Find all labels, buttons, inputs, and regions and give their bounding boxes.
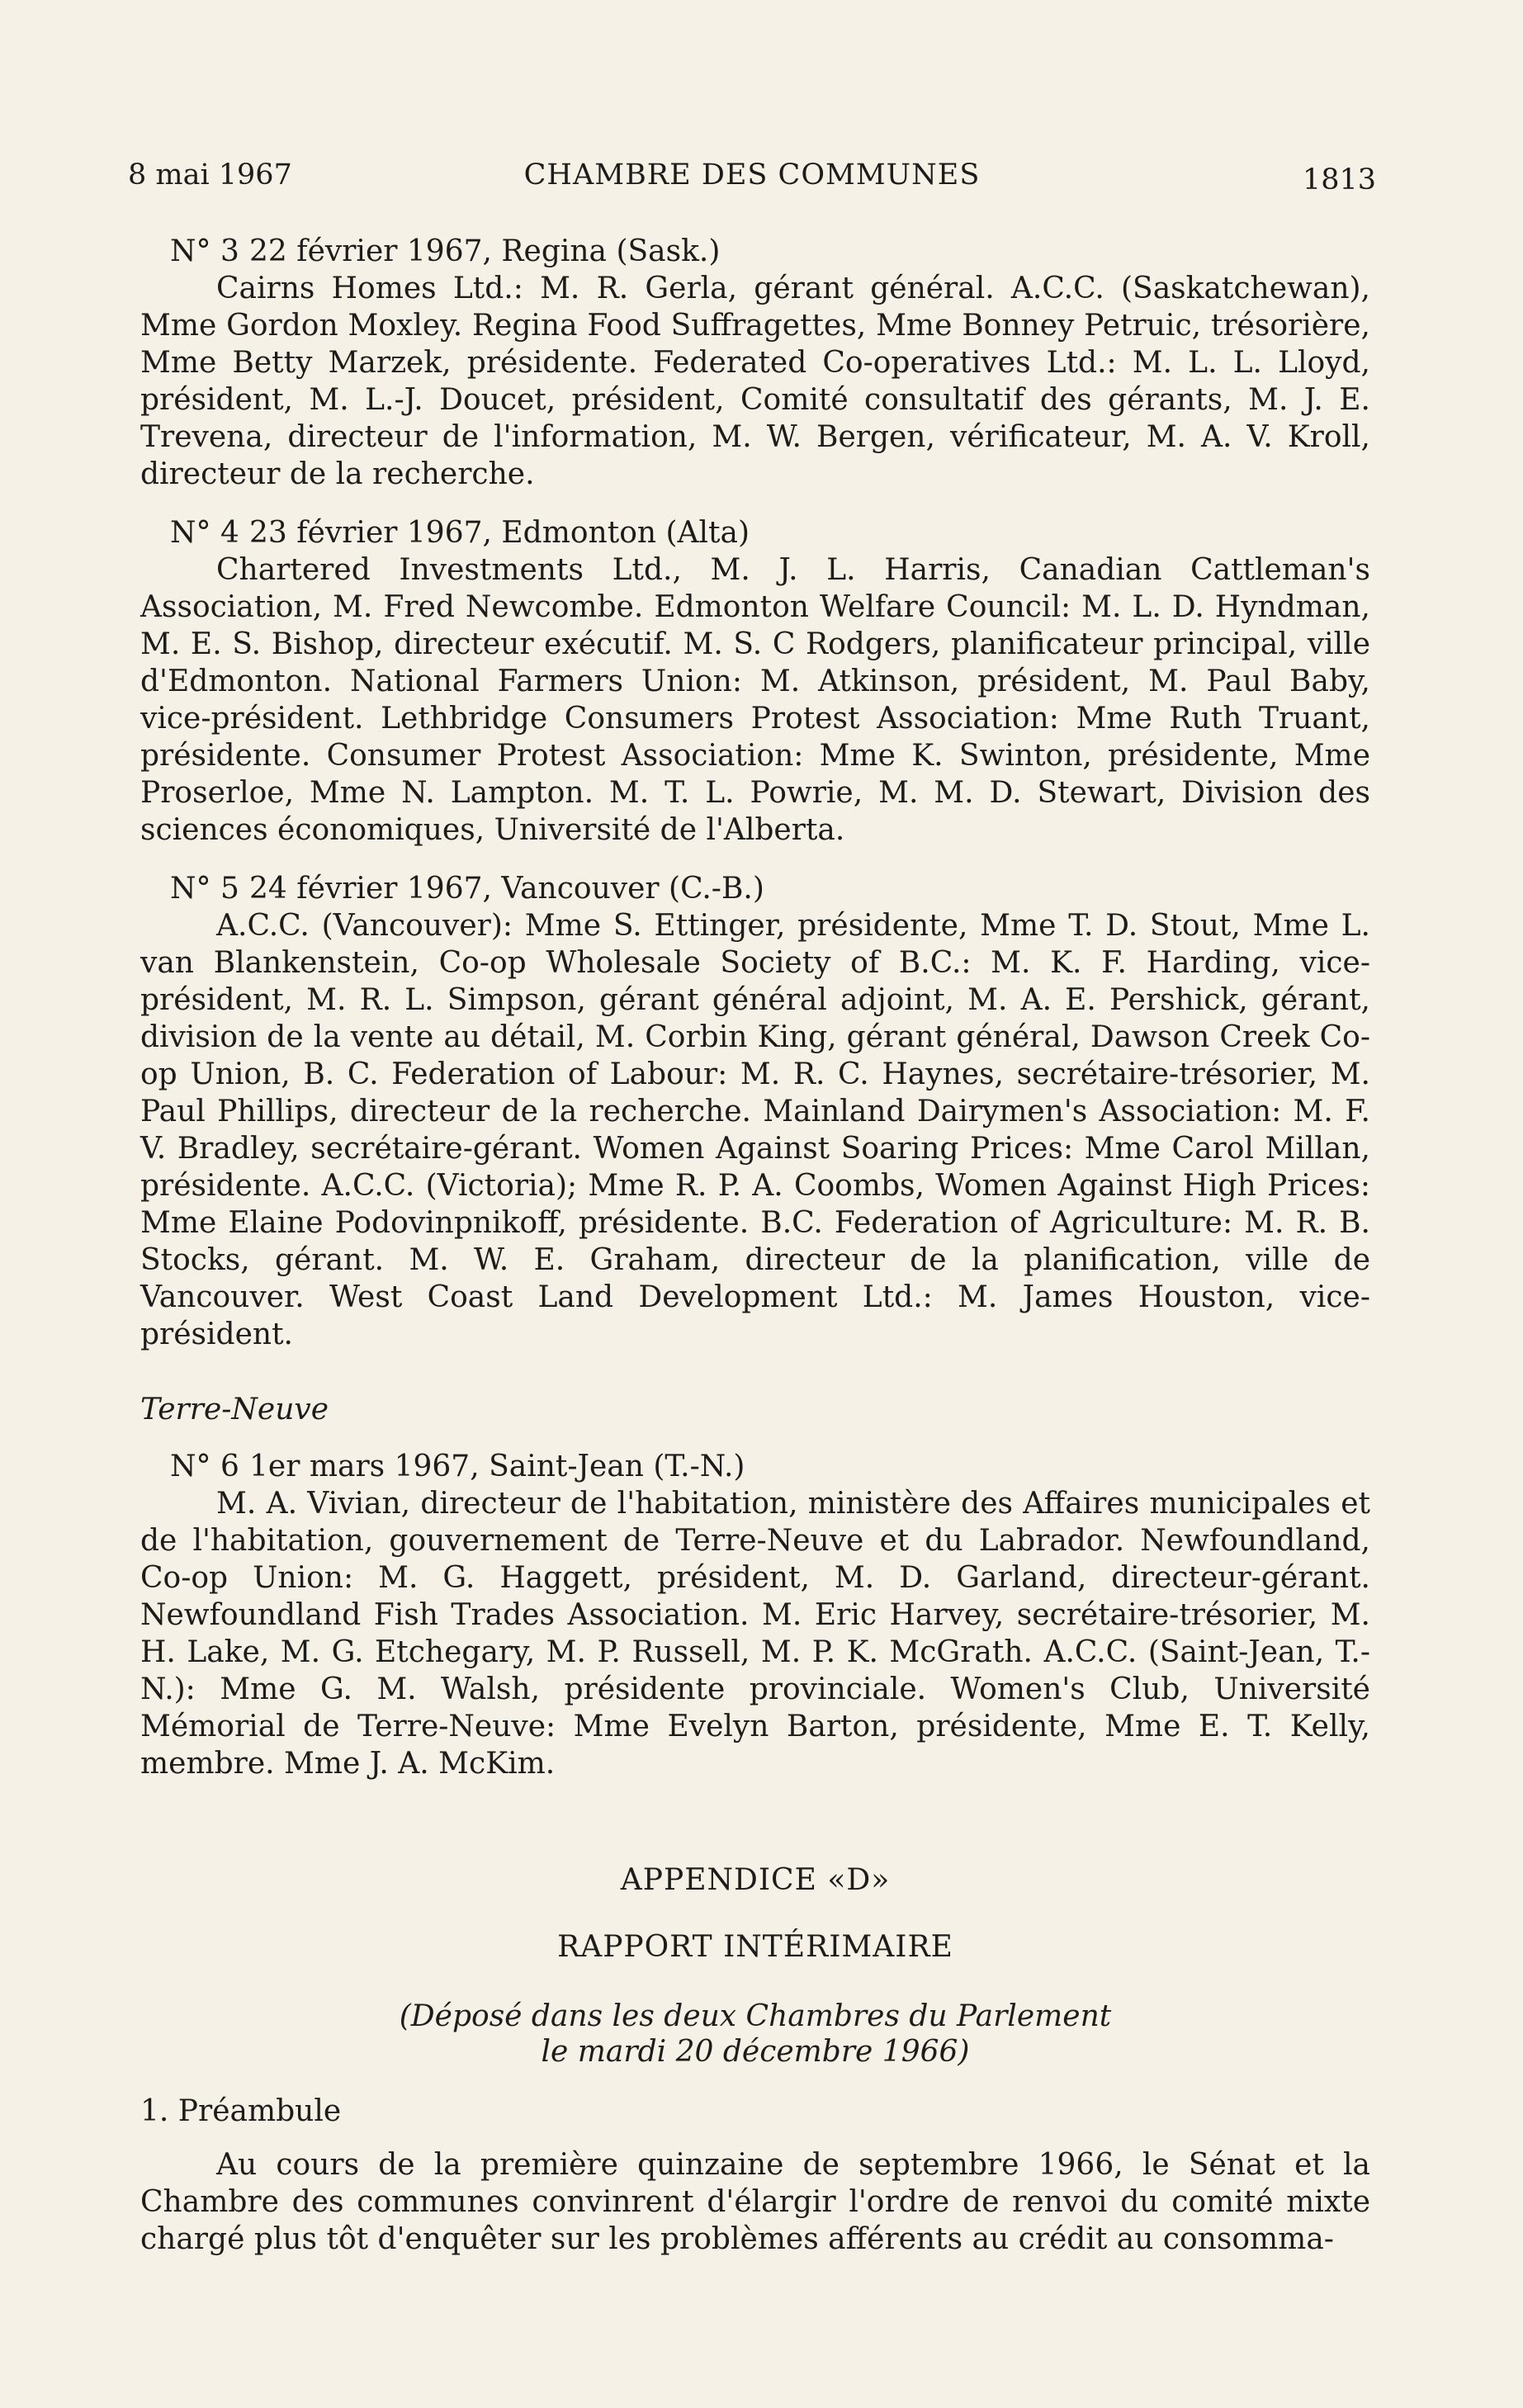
entry-text: A.C.C. (Vancouver): Mme S. Ettinger, présidente, Mme T. D. Stout, Mme L. van Blankenstein, Co-op Wholesale Society of B.C.: M. K. F. Harding, vice-président, M. R. L. Simpson, gérant général adjoint, M. A. E. Pershick, gérant, division de la vente au détail, M. Corbin King, gérant général, Dawson Creek Co-op Union, B. C. Federation of Labour: M. R. C. Haynes, secrétaire-trésorier, M. Paul Phillips, directeur de la recherche. Mainland Dairymen's Association: M. F. V. Bradley, secrétaire-gérant. Women Against Soaring Prices: Mme Carol Millan, présidente. A.C.C. (Victoria); Mme R. P. A. Coombs, Women Against High Prices: Mme Elaine Podovinpnikoff, présidente. B.C. Federation of Agriculture: M. R. B. Stocks, gérant. M. W. E. Graham, directeur de la planification, ville de Vancouver. West Coast Land Development Ltd.: M. James Houston, vice-président. [140,909,1370,1351]
page-number: 1813 [1302,163,1376,196]
tabled-line: le mardi 20 décembre 1966) [541,2035,970,2069]
entry-heading [170,233,1370,270]
entry-number: N° 5 [170,872,239,906]
appendix-title: APPENDICE «D» [620,1863,891,1897]
preamble-heading: 1. Préambule [140,2094,342,2128]
header-date: 8 mai 1967 [128,158,292,192]
entry-text: Cairns Homes Ltd.: M. R. Gerla, gérant général. A.C.C. (Saskatchewan), Mme Gordon Moxley. Regina Food Suffragettes, Mme Bonney Petruic, trésorière, Mme Betty Marzek, présidente. Federated Co-operatives Ltd.: M. L. L. Lloyd, président, M. L.-J. Doucet, président, Comité consultatif des gérants, M. J. E. Trevena, directeur de l'information, M. W. Bergen, vérificateur, M. A. V. Kroll, directeur de la recherche. [140,272,1370,491]
header-title: CHAMBRE DES COMMUNES [523,158,981,192]
tabled-line: (Déposé dans les deux Chambres du Parlement [399,1999,1112,2033]
entry-heading [170,1448,1370,1485]
entry-date: 24 février 1967, Vancouver (C.-B.) [249,872,764,906]
entry-date: 22 février 1967, Regina (Sask.) [249,234,721,268]
entry-text: M. A. Vivian, directeur de l'habitation, ministère des Affaires municipales et de l'habitation, gouvernement de Terre-Neuve et du Labrador. Newfoundland, Co-op Union: M. G. Haggett, président, M. D. Garland, directeur-gérant. Newfoundland Fish Trades Association. M. Eric Harvey, secrétaire-trésorier, M. H. Lake, M. G. Etchegary, M. P. Russell, M. P. K. McGrath. A.C.C. (Saint-Jean, T.-N.): Mme G. M. Walsh, présidente provinciale. Women's Club, Université Mémorial de Terre-Neuve: Mme Evelyn Barton, présidente, Mme E. T. Kelly, membre. Mme J. A. McKim. [140,1487,1370,1781]
section-label: Terre-Neuve [140,1393,329,1426]
entry-heading [170,514,1370,551]
page-header [128,158,1376,200]
entry-number: N° 4 [170,516,239,550]
tabled-note [140,1999,1370,2070]
report-title: RAPPORT INTÉRIMAIRE [557,1930,953,1964]
entry-date: 1er mars 1967, Saint-Jean (T.-N.) [249,1450,745,1483]
entry-heading [170,870,1370,907]
entry-date: 23 février 1967, Edmonton (Alta) [249,516,750,550]
preamble-text: Au cours de la première quinzaine de septembre 1966, le Sénat et la Chambre des communes convinrent d'élargir l'ordre de renvoi du comité mixte chargé plus tôt d'enquêter sur les problèmes afférents au crédit au consomma- [140,2148,1370,2256]
entry-text: Chartered Investments Ltd., M. J. L. Harris, Canadian Cattleman's Association, M. Fred Newcombe. Edmonton Welfare Council: M. L. D. Hyndman, M. E. S. Bishop, directeur exécutif. M. S. C Rodgers, planificateur principal, ville d'Edmonton. National Farmers Union: M. Atkinson, président, M. Paul Baby, vice-président. Lethbridge Consumers Protest Association: Mme Ruth Truant, présidente. Consumer Protest Association: Mme K. Swinton, présidente, Mme Proserloe, Mme N. Lampton. M. T. L. Powrie, M. M. D. Stewart, Division des sciences économiques, Université de l'Alberta. [140,553,1370,847]
document-body [140,233,1370,2258]
entry-number: N° 6 [170,1450,239,1483]
entry-number: N° 3 [170,234,239,268]
